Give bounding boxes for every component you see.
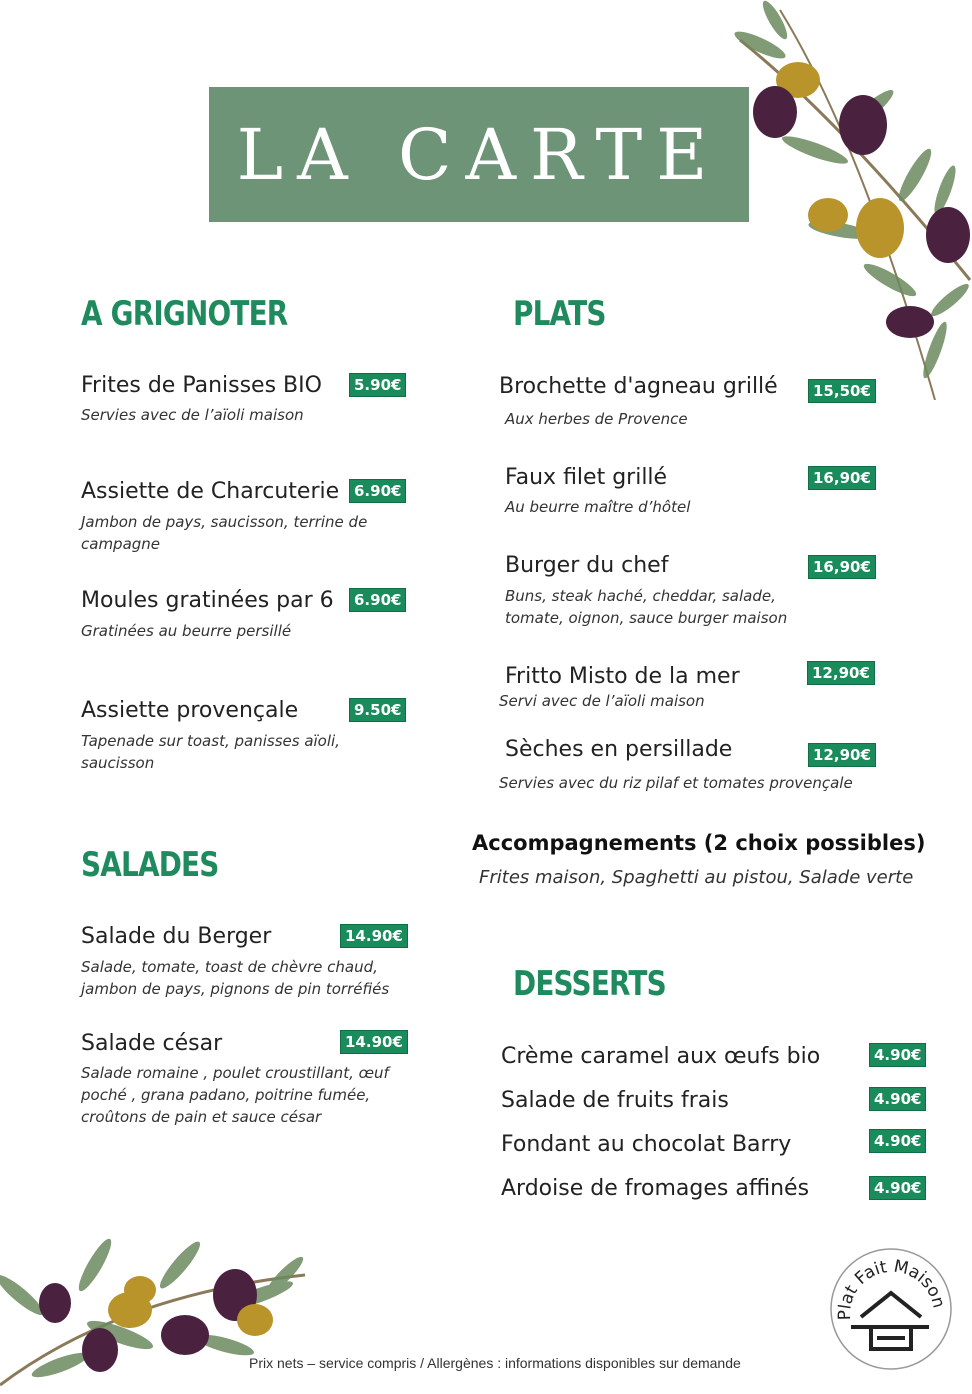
item-description: Au beurre maître d’hôtel — [505, 498, 691, 516]
price-badge: 16,90€ — [808, 466, 876, 490]
item-name: Assiette provençale — [81, 698, 299, 723]
price-badge: 4.90€ — [869, 1043, 926, 1067]
item-description: Aux herbes de Provence — [505, 410, 688, 428]
section-heading-salades: SALADES — [81, 845, 219, 885]
fait-maison-badge — [829, 1247, 953, 1371]
accompaniments-description: Frites maison, Spaghetti au pistou, Salade verte — [479, 867, 914, 888]
accompaniments-title: Accompagnements (2 choix possibles) — [472, 831, 926, 855]
price-badge: 14.90€ — [340, 924, 408, 948]
item-name: Burger du chef — [505, 553, 669, 578]
item-name: Frites de Panisses BIO — [81, 373, 322, 398]
item-name: Assiette de Charcuterie — [81, 479, 340, 504]
item-name: Crème caramel aux œufs bio — [501, 1044, 821, 1069]
price-badge: 15,50€ — [808, 379, 876, 403]
item-name: Moules gratinées par 6 — [81, 588, 334, 613]
item-description: Servies avec du riz pilaf et tomates provençale — [499, 774, 853, 792]
item-name: Faux filet grillé — [505, 465, 668, 490]
price-badge: 4.90€ — [869, 1176, 926, 1200]
price-badge: 12,90€ — [807, 661, 875, 685]
item-name: Fritto Misto de la mer — [505, 664, 740, 689]
item-description: Salade, tomate, toast de chèvre chaud, jambon de pays, pignons de pin torréfiés — [81, 958, 390, 998]
item-name: Salade du Berger — [81, 924, 272, 949]
item-name: Salade de fruits frais — [501, 1088, 729, 1113]
item-name: Salade césar — [81, 1031, 223, 1056]
section-heading-plats: PLATS — [513, 294, 606, 334]
item-description: Salade romaine , poulet croustillant, œuf poché , grana padano, poitrine fumée, croûtons de pain et sauce césar — [81, 1064, 389, 1126]
item-description: Tapenade sur toast, panisses aïoli, saucisson — [81, 732, 340, 772]
title-banner — [209, 87, 749, 222]
price-badge: 16,90€ — [808, 555, 876, 579]
item-description: Jambon de pays, saucisson, terrine de campagne — [81, 513, 368, 553]
item-name: Sèches en persillade — [505, 737, 733, 762]
section-heading-grignoter: A GRIGNOTER — [81, 294, 288, 334]
item-description: Buns, steak haché, cheddar, salade, tomate, oignon, sauce burger maison — [505, 587, 788, 627]
item-description: Servies avec de l’aïoli maison — [81, 406, 304, 424]
price-badge: 9.50€ — [349, 698, 406, 722]
badge-text: Plat Fait Maison — [834, 1256, 949, 1321]
price-badge: 12,90€ — [808, 743, 876, 767]
price-badge: 4.90€ — [869, 1129, 926, 1153]
price-badge: 6.90€ — [349, 588, 406, 612]
page-title: LA CARTE — [236, 113, 722, 196]
price-badge: 14.90€ — [340, 1030, 408, 1054]
item-name: Ardoise de fromages affinés — [501, 1176, 810, 1201]
price-badge: 4.90€ — [869, 1087, 926, 1111]
item-description: Gratinées au beurre persillé — [81, 622, 292, 640]
price-badge: 5.90€ — [349, 373, 406, 397]
olive-branch-top-right-icon — [720, 0, 972, 400]
item-description: Servi avec de l’aïoli maison — [499, 692, 705, 710]
section-heading-desserts: DESSERTS — [513, 964, 666, 1004]
price-badge: 6.90€ — [349, 479, 406, 503]
footer-note: Prix nets – service compris / Allergènes : informations disponibles sur demande — [249, 1355, 741, 1371]
item-name: Brochette d'agneau grillé — [499, 374, 778, 399]
item-name: Fondant au chocolat Barry — [501, 1132, 792, 1157]
